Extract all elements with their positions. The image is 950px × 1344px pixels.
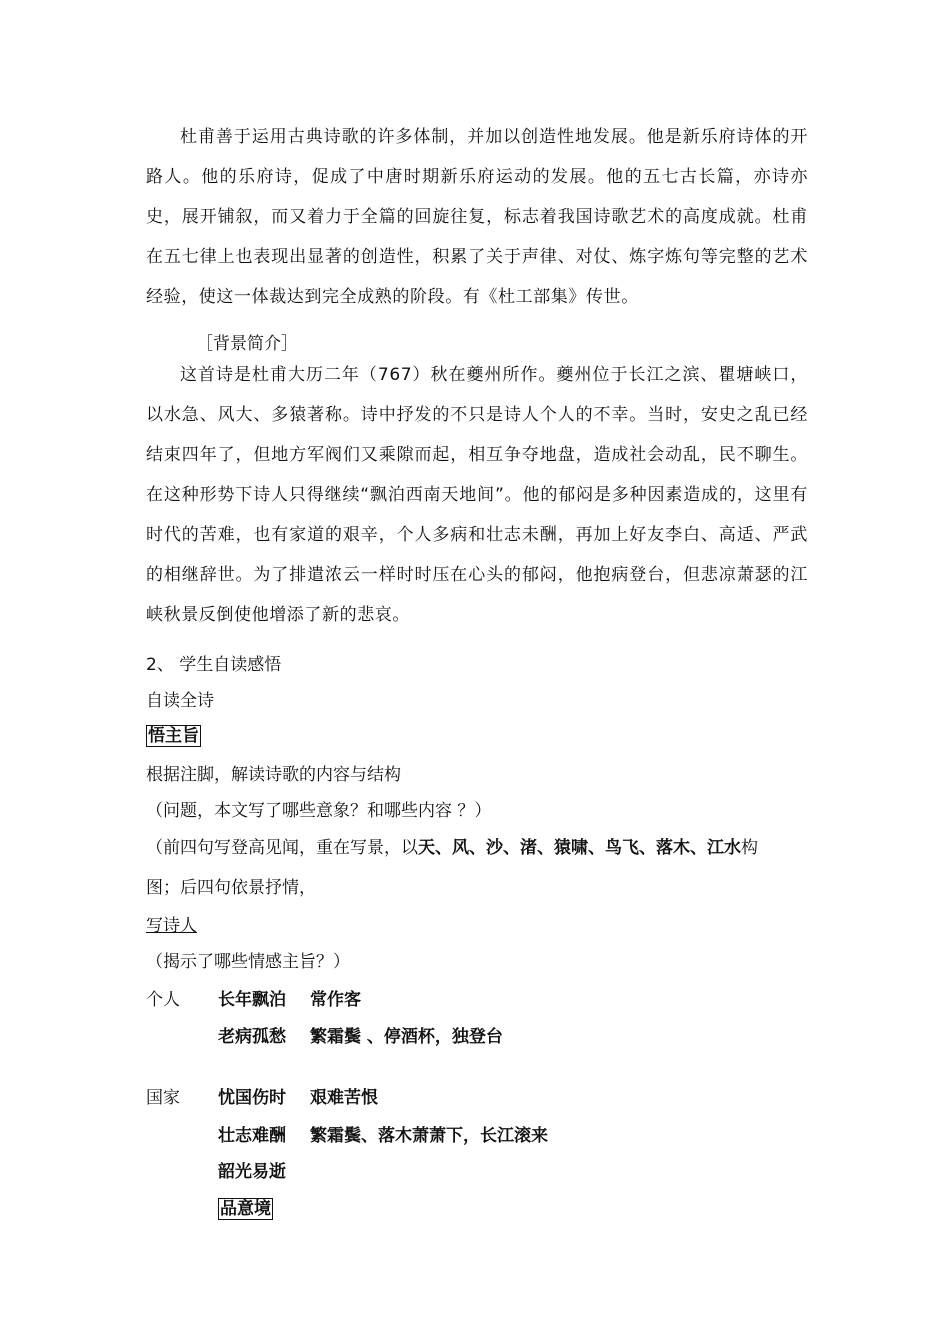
write-poet-heading: 写诗人 — [146, 916, 197, 936]
answer-suffix: 构 — [741, 838, 758, 858]
section-scene-label: 品意境 — [220, 1199, 271, 1219]
nation-row2-a: 壮志难酬 — [218, 1126, 286, 1146]
read-all-line: 自读全诗 — [146, 691, 214, 711]
personal-row1-a: 长年飘泊 — [218, 990, 286, 1010]
step-2-heading: 2、 学生自读感悟 — [146, 655, 282, 675]
background-heading: ［背景简介］ — [196, 334, 298, 354]
background-paragraph: 这首诗是杜甫大历二年（767）秋在夔州所作。夔州位于长江之滨、瞿塘峡口，以水急、风大、多猿著称。诗中抒发的不只是诗人个人的不幸。当时，安史之乱已经结束四年了，但地方军阀们又乘隙而起，相互争夺地盘，造成社会动乱，民不聊生。在这种形势下诗人只得继续“飘泊西南天地间”。他的郁闷是多种因素造成的，这里有时代的苦难，也有家道的艰辛，个人多病和壮志未酬，再加上好友李白、高适、严武的相继辞世。为了排遣浓云一样时时压在心头的郁闷，他抱病登台，但悲凉萧瑟的江峡秋景反倒使他增添了新的悲哀。 — [146, 365, 808, 625]
section-scene — [218, 1194, 273, 1219]
question-emotion: （揭示了哪些情感主旨？） — [146, 952, 350, 972]
personal-label: 个人 — [146, 990, 180, 1010]
nation-row3-a: 韶光易逝 — [218, 1162, 286, 1182]
personal-row2-a: 老病孤愁 — [218, 1027, 286, 1047]
footnote-instruction: 根据注脚，解读诗歌的内容与结构 — [146, 765, 401, 785]
answer-line-1 — [146, 833, 758, 858]
section-theme — [146, 721, 201, 746]
personal-row1-b: 常作客 — [310, 990, 361, 1010]
intro-paragraph: 杜甫善于运用古典诗歌的许多体制，并加以创造性地发展。他是新乐府诗体的开路人。他的乐府诗，促成了中唐时期新乐府运动的发展。他的五七古长篇，亦诗亦史，展开铺叙，而又着力于全篇的回旋往复，标志着我国诗歌艺术的高度成就。杜甫在五七律上也表现出显著的创造性，积累了关于声律、对仗、炼字炼句等完整的艺术经验，使这一体裁达到完全成熟的阶段。有《杜工部集》传世。 — [146, 127, 808, 307]
answer-prefix: （前四句写登高见闻，重在写景，以 — [146, 838, 418, 858]
nation-row2-b: 繁霜鬓、落木萧萧下，长江滚来 — [310, 1126, 548, 1146]
nation-label: 国家 — [146, 1088, 180, 1108]
nation-row1-b: 艰难苦恨 — [310, 1088, 378, 1108]
answer-imagery-list: 天、风、沙、渚、猿啸、鸟飞、落木、江水 — [418, 838, 741, 858]
nation-row1-a: 忧国伤时 — [218, 1088, 286, 1108]
section-theme-label: 悟主旨 — [148, 726, 199, 746]
answer-line-2: 图；后四句依景抒情， — [146, 878, 316, 898]
question-imagery: （问题，本文写了哪些意象？和哪些内容 ？） — [146, 801, 492, 821]
personal-row2-b: 繁霜鬓 、停酒杯，独登台 — [310, 1027, 503, 1047]
